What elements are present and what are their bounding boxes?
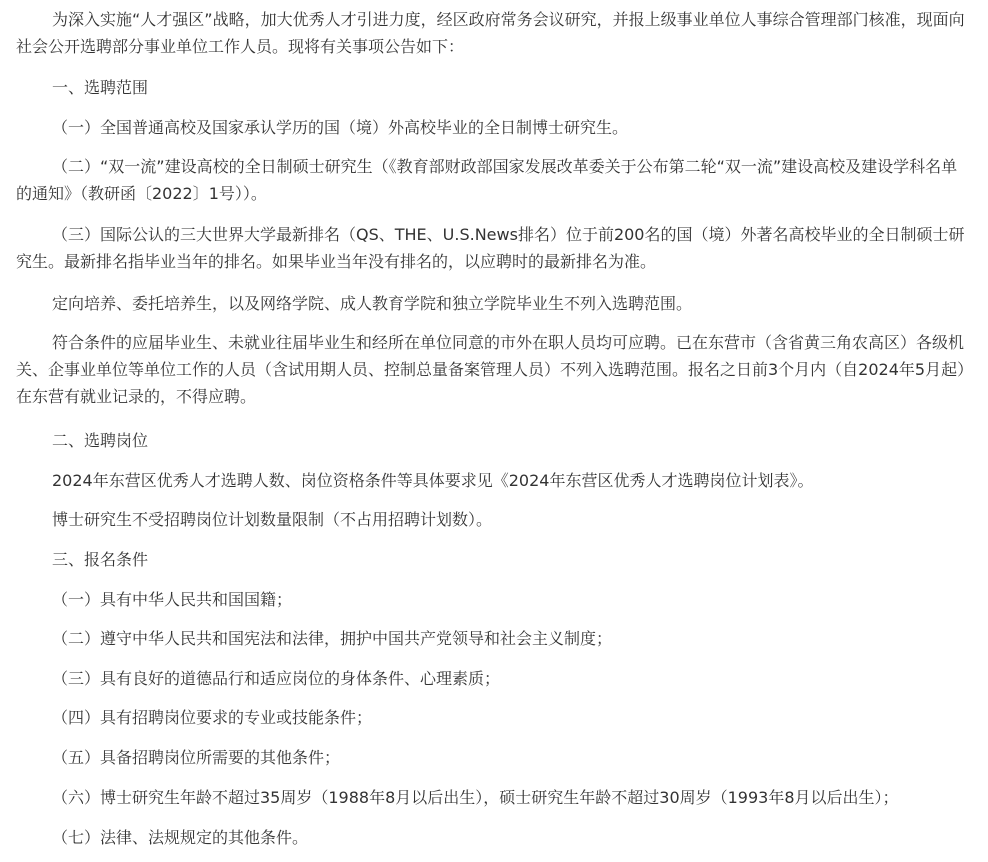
section-heading-conditions: 三、报名条件 — [52, 550, 149, 569]
condition-item-2: （二）遵守中华人民共和国宪法和法律，拥护中国共产党领导和社会主义制度； — [52, 629, 613, 648]
condition-item-7: （七）法律、法规规定的其他条件。 — [52, 828, 309, 847]
section-heading-scope: 一、选聘范围 — [52, 78, 149, 97]
intro-paragraph: 为深入实施“人才强区”战略，加大优秀人才引进力度，经区政府常务会议研究，并报上级事业单位人事综合管理部门核准，现面向社会公开选聘部分事业单位工作人员。现将有关事项公告如下： — [16, 10, 965, 56]
scope-exclusion-paragraph: 定向培养、委托培养生，以及网络学院、成人教育学院和独立学院毕业生不列入选聘范围。 — [52, 294, 693, 313]
condition-item-4: （四）具有招聘岗位要求的专业或技能条件； — [52, 708, 373, 727]
condition-item-3: （三）具有良好的道德品行和适应岗位的身体条件、心理素质； — [52, 669, 501, 688]
scope-item-2: （二）“双一流”建设高校的全日制硕士研究生（《教育部财政部国家发展改革委关于公布第二轮“双一流”建设高校及建设学科名单的通知》（教研函〔2022〕1号））。 — [16, 157, 958, 203]
positions-paragraph: 2024年东营区优秀人才选聘人数、岗位资格条件等具体要求见《2024年东营区优秀人才选聘岗位计划表》。 — [52, 471, 814, 490]
eligibility-paragraph: 符合条件的应届毕业生、未就业往届毕业生和经所在单位同意的市外在职人员均可应聘。已在东营市（含省黄三角农高区）各级机关、企事业单位等单位工作的人员（含试用期人员、控制总量备案管理人员）不列入选聘范围。报名之日前3个月内（自2024年5月起）在东营有就业记录的，不得应聘。 — [16, 333, 966, 406]
condition-item-6: （六）博士研究生年龄不超过35周岁（1988年8月以后出生），硕士研究生年龄不超过30周岁（1993年8月以后出生）； — [52, 788, 899, 807]
doctoral-quota-paragraph: 博士研究生不受招聘岗位计划数量限制（不占用招聘计划数）。 — [52, 510, 493, 529]
condition-item-1: （一）具有中华人民共和国国籍； — [52, 590, 293, 609]
scope-item-1: （一）全国普通高校及国家承认学历的国（境）外高校毕业的全日制博士研究生。 — [52, 118, 629, 137]
scope-item-3: （三）国际公认的三大世界大学最新排名（QS、THE、U.S.News排名）位于前200名的国（境）外著名高校毕业的全日制硕士研究生。最新排名指毕业当年的排名。如果毕业当年没有排名的，以应聘时的最新排名为准。 — [16, 225, 965, 271]
section-heading-positions: 二、选聘岗位 — [52, 431, 149, 450]
condition-item-5: （五）具备招聘岗位所需要的其他条件； — [52, 748, 341, 767]
